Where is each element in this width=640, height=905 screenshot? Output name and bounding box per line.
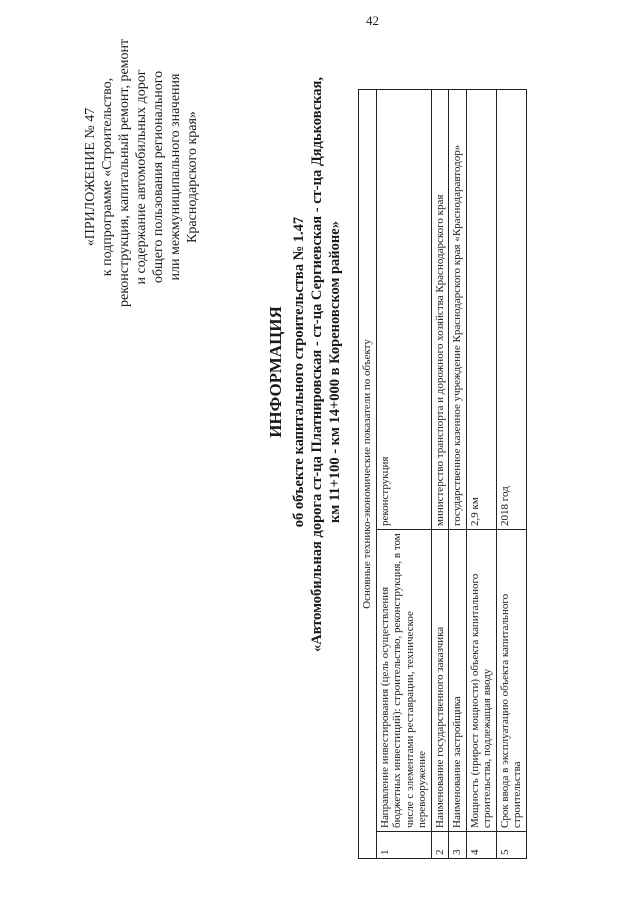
document-title: [266, 77, 344, 652]
row-parameter: Направление инвестирования (цель осуществления бюджетных инвестиций): строительство, реконструкция, в том числе с элементами реставрации, техническое перевооружение: [376, 530, 431, 832]
appendix-line: «ПРИЛОЖЕНИЕ № 47: [83, 107, 98, 247]
row-value: министерство транспорта и дорожного хозяйства Краснодарского края: [431, 90, 449, 530]
row-parameter: Мощность (прирост мощности) объекта капитального строительства, подлежащая вводу: [466, 530, 496, 832]
row-parameter: Наименование застройщика: [449, 530, 467, 832]
row-value: реконструкция: [376, 90, 431, 530]
row-number: 4: [466, 832, 496, 859]
title-subtitle: об объекте капитального строительства № 1.47: [291, 216, 307, 528]
table-header: Основные технико-экономические показатели по объекту: [359, 90, 377, 859]
row-parameter: Наименование государственного заказчика: [431, 530, 449, 832]
row-number: 3: [449, 832, 467, 859]
appendix-header: [82, 38, 201, 307]
table-row: [376, 90, 431, 859]
appendix-line: или межмуниципального значения: [168, 73, 183, 281]
row-number: 5: [496, 832, 526, 859]
row-value: 2018 год: [496, 90, 526, 530]
table-header-row: [359, 90, 377, 859]
table-row: [431, 90, 449, 859]
table-row: [449, 90, 467, 859]
table-row: [496, 90, 526, 859]
row-number: 2: [431, 832, 449, 859]
row-parameter: Срок ввода в эксплуатацию объекта капитального строительства: [496, 530, 526, 832]
title-main: ИНФОРМАЦИЯ: [266, 306, 285, 438]
object-name-line-1: «Автомобильная дорога ст-ца Платнировская - ст-ца Сергиевская - ст-ца Дядьковская,: [309, 77, 325, 652]
rotated-document-sheet: [0, 32, 640, 882]
row-value: 2,9 км: [466, 90, 496, 530]
row-value: государственное казенное учреждение Краснодарского края «Краснодаравтодор»: [449, 90, 467, 530]
page-number: 42: [366, 13, 379, 28]
appendix-line: к подпрограмме «Строительство,: [100, 77, 115, 277]
indicators-table: [358, 89, 527, 859]
appendix-line: реконструкция, капитальный ремонт, ремонт: [117, 38, 132, 307]
appendix-line: и содержание автомобильных дорог: [134, 69, 149, 285]
appendix-line: Краснодарского края»: [185, 111, 200, 243]
table-row: [466, 90, 496, 859]
row-number: 1: [376, 832, 431, 859]
appendix-line: общего пользования регионального: [151, 70, 166, 284]
object-name-line-2: км 11+100 - км 14+000 в Кореновском районе»: [327, 221, 343, 523]
